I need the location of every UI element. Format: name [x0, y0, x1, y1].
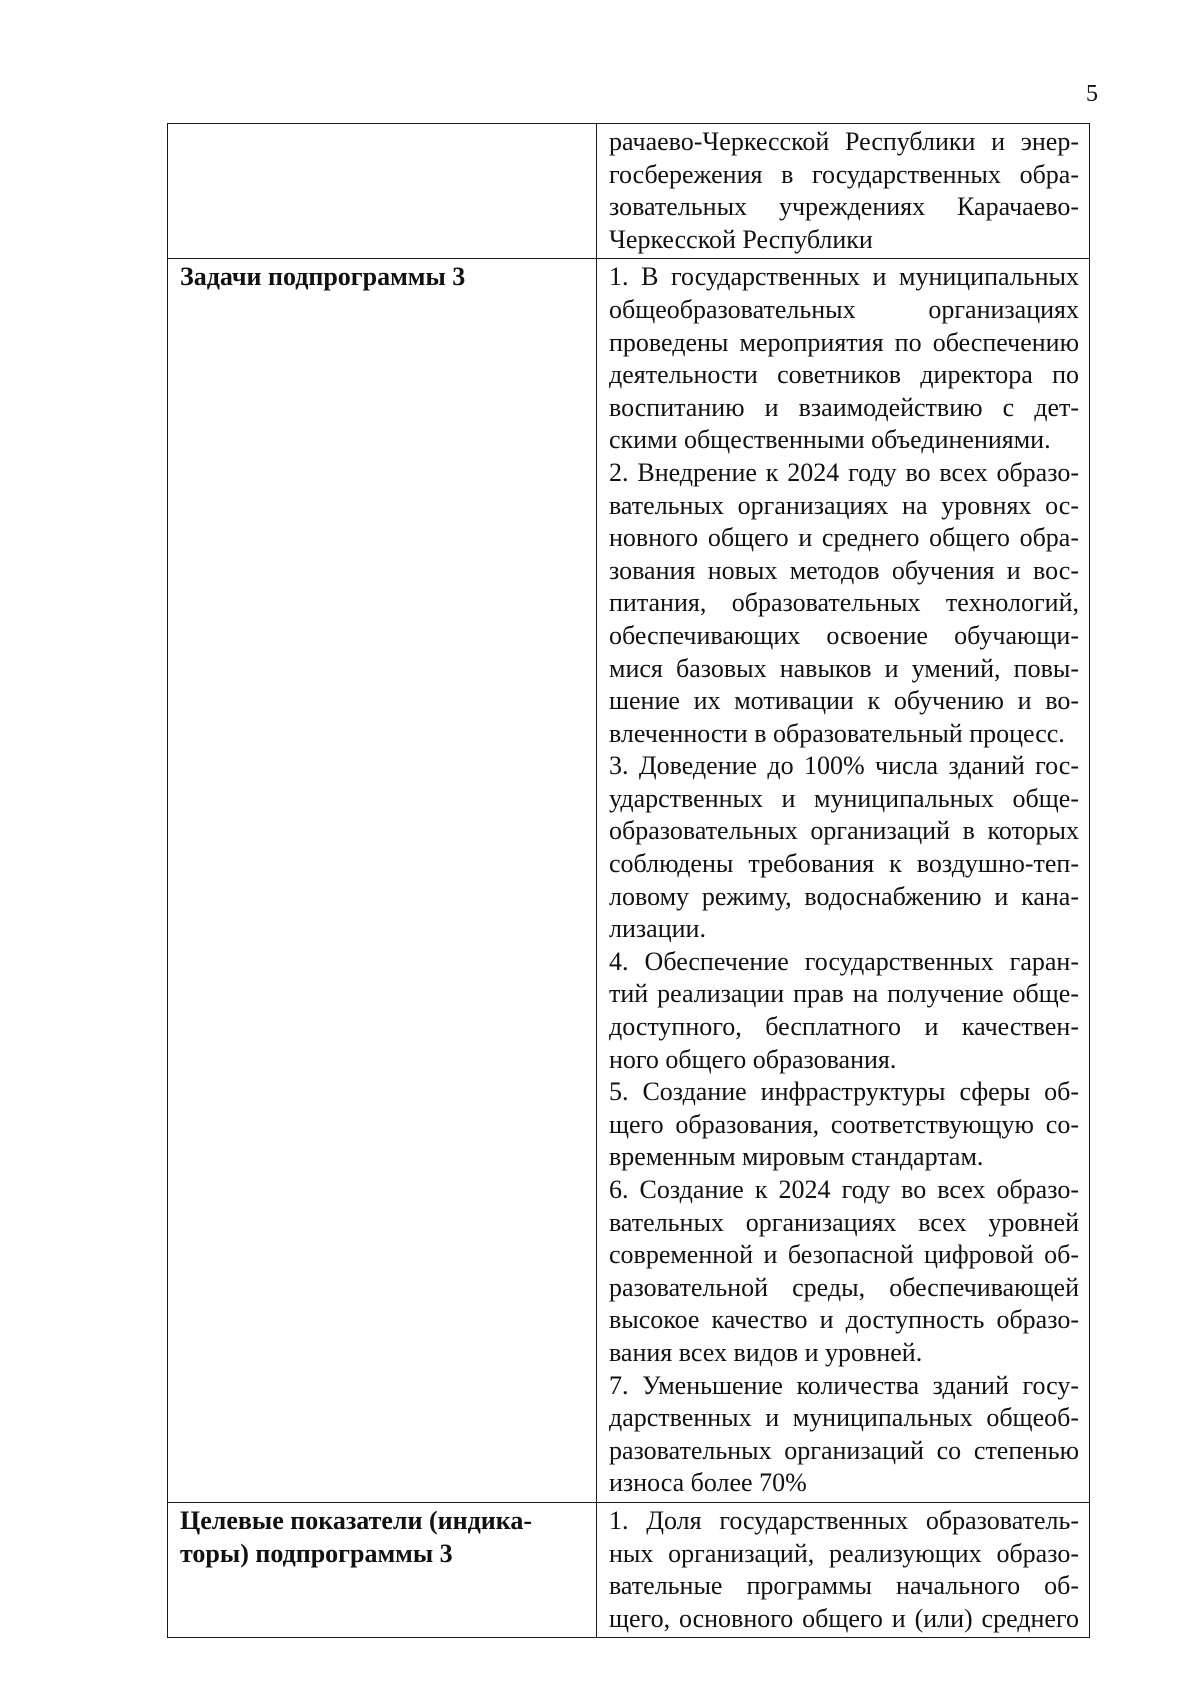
text-line: мися базовых навыков и умений, повы- — [609, 653, 1079, 683]
text-line: 5. Создание инфраструктуры сферы об- — [609, 1077, 1079, 1107]
text-line: вательных организациях на уровнях ос- — [609, 490, 1079, 520]
text-line: ударственных и муниципальных обще- — [609, 783, 1079, 813]
text-line: новного общего и среднего общего обра- — [609, 523, 1079, 553]
text-line: высокое качество и доступность образо- — [609, 1305, 1079, 1335]
row-content-target-indicators — [597, 1502, 1090, 1637]
text-line: дарственных и муниципальных общеоб- — [609, 1403, 1079, 1433]
text-line: соблюдены требования к воздушно-теп- — [609, 849, 1079, 879]
text-line: госбережения в государственных обра- — [609, 159, 1079, 189]
text-line: временным мировым стандартам. — [609, 1142, 984, 1172]
text-line: влеченности в образовательный процесс. — [609, 718, 1065, 748]
table-row — [168, 124, 1090, 259]
text-line: Черкесской Республики — [609, 224, 873, 254]
text-line: ного общего образования. — [609, 1044, 897, 1074]
text-line: доступного, бесплатного и качествен- — [609, 1012, 1079, 1042]
text-line: обеспечивающих освоение обучающи- — [609, 620, 1079, 650]
text-line: ных организаций, реализующих образо- — [609, 1538, 1079, 1568]
row-content-tasks — [597, 259, 1090, 1503]
text-line: деятельности советников директора по — [609, 360, 1079, 390]
text-line: щего, основного общего и (или) среднего — [609, 1603, 1079, 1633]
text-line: питания, образовательных технологий, — [609, 588, 1079, 618]
text-line: разовательной среды, обеспечивающей — [609, 1272, 1079, 1302]
text-line: 6. Создание к 2024 году во всех образо- — [609, 1175, 1079, 1204]
text-line: современной и безопасной цифровой об- — [609, 1240, 1079, 1270]
text-line: износа более 70% — [609, 1468, 807, 1498]
subprogram-passport-table — [167, 123, 1090, 1638]
text-line: воспитанию и взаимодействию с дет- — [609, 392, 1079, 422]
text-line: шение их мотивации к обучению и во- — [609, 686, 1079, 716]
text-line: ловому режиму, водоснабжению и кана- — [609, 881, 1079, 911]
text-line: вательных организациях всех уровней — [609, 1207, 1079, 1237]
text-line: образовательных организаций в которых — [609, 816, 1079, 846]
row-content-goal-continuation — [597, 124, 1090, 259]
row-label-target-indicators — [168, 1502, 597, 1637]
text-line: рачаево-Черкесской Республики и энер- — [609, 127, 1079, 156]
text-line: разовательных организаций со степенью — [609, 1435, 1079, 1465]
text-line: зовательных учреждениях Карачаево- — [609, 192, 1079, 222]
text-line: 1. Доля государственных образователь- — [609, 1505, 1079, 1535]
table-row — [168, 1502, 1090, 1637]
text-line: общеобразовательных организациях — [609, 294, 1079, 324]
label-line: торы) подпрограммы 3 — [180, 1538, 453, 1568]
text-line: вательные программы начального об- — [609, 1571, 1079, 1601]
text-line: проведены мероприятия по обеспечению — [609, 327, 1079, 357]
label-line: Целевые показатели (индика- — [180, 1505, 532, 1535]
row-label-empty — [168, 124, 597, 259]
text-line: 4. Обеспечение государственных гаран- — [609, 946, 1079, 976]
text-line: 3. Доведение до 100% числа зданий гос- — [609, 751, 1079, 781]
row-label-tasks: Задачи подпрограммы 3 — [168, 259, 597, 1503]
page-number: 5 — [1086, 81, 1098, 107]
text-line: тий реализации прав на получение обще- — [609, 979, 1079, 1009]
text-line: щего образования, соответствующую со- — [609, 1109, 1079, 1139]
text-line: зования новых методов обучения и вос- — [609, 555, 1079, 585]
table-row — [168, 259, 1090, 1503]
text-line: лизации. — [609, 914, 706, 944]
text-line: скими общественными объединениями. — [609, 425, 1051, 455]
text-line: 7. Уменьшение количества зданий госу- — [609, 1370, 1079, 1400]
text-line: 1. В государственных и муниципальных — [609, 262, 1079, 292]
text-line: 2. Внедрение к 2024 году во всех образо- — [609, 457, 1079, 487]
text-line: вания всех видов и уровней. — [609, 1337, 923, 1367]
